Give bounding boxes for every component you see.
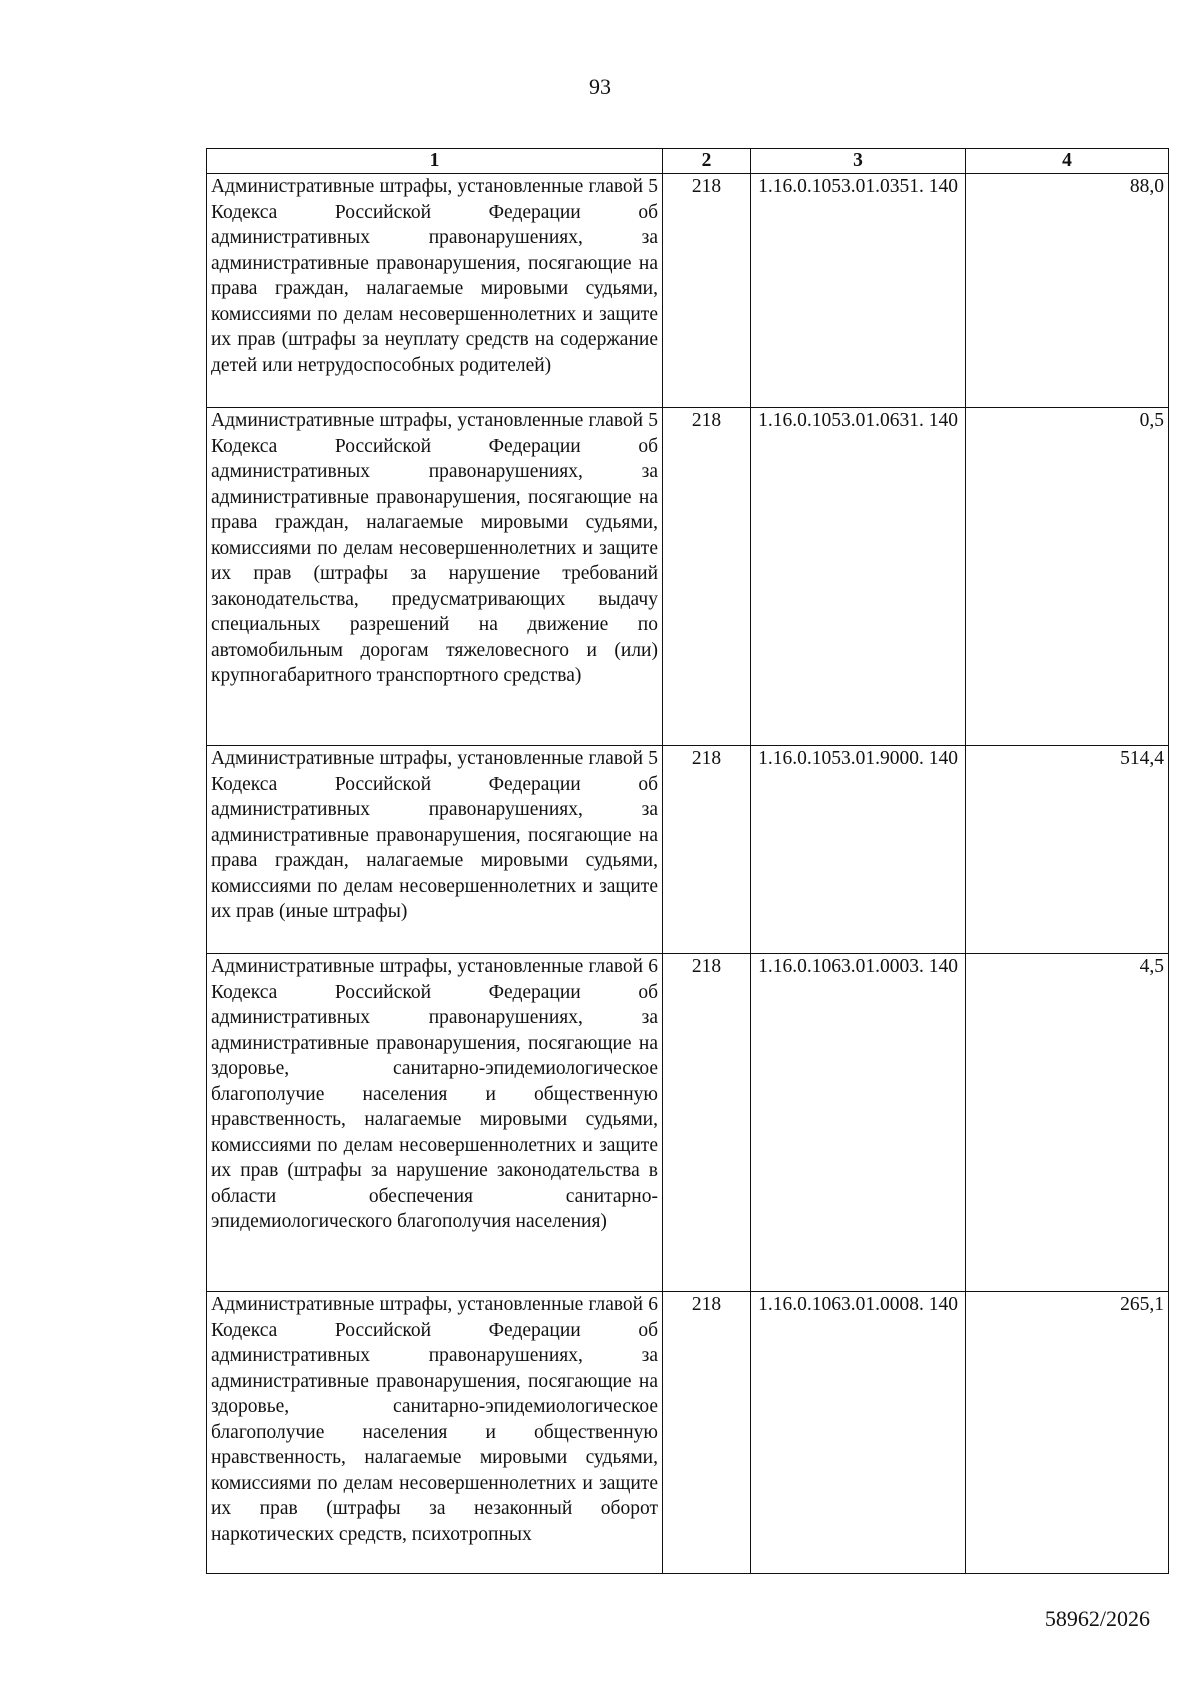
row-amount: 514,4 bbox=[966, 746, 1169, 954]
column-header-2: 2 bbox=[663, 149, 751, 174]
table-row bbox=[207, 408, 1169, 746]
revenue-table bbox=[206, 148, 1169, 1574]
column-header-3: 3 bbox=[751, 149, 966, 174]
row-amount: 88,0 bbox=[966, 174, 1169, 408]
table-row bbox=[207, 174, 1169, 408]
column-header-4: 4 bbox=[966, 149, 1169, 174]
row-admin-code: 218 bbox=[663, 174, 751, 408]
row-admin-code: 218 bbox=[663, 954, 751, 1292]
row-admin-code: 218 bbox=[663, 746, 751, 954]
document-registration-number: 58962/2026 bbox=[1044, 1606, 1150, 1631]
row-description: Административные штрафы, установленные главой 5 Кодекса Российской Федерации об административных правонарушениях, за административные правонарушения, посягающие на права граждан, налагаемые мировыми судьями, комиссиями по делам несовершеннолетних и защите их прав (иные штрафы) bbox=[207, 746, 663, 954]
table-row bbox=[207, 746, 1169, 954]
column-header-1: 1 bbox=[207, 149, 663, 174]
row-budget-code: 1.16.0.1063.01.0008. 140 bbox=[751, 1292, 966, 1574]
row-description: Административные штрафы, установленные главой 5 Кодекса Российской Федерации об административных правонарушениях, за административные правонарушения, посягающие на права граждан, налагаемые мировыми судьями, комиссиями по делам несовершеннолетних и защите их прав (штрафы за неуплату средств на содержание детей или нетрудоспособных родителей) bbox=[207, 174, 663, 408]
row-amount: 4,5 bbox=[966, 954, 1169, 1292]
page-number: 93 bbox=[589, 74, 611, 99]
row-budget-code: 1.16.0.1053.01.0351. 140 bbox=[751, 174, 966, 408]
row-description: Административные штрафы, установленные главой 6 Кодекса Российской Федерации об административных правонарушениях, за административные правонарушения, посягающие на здоровье, санитарно-эпидемиологическое благополучие населения и общественную нравственность, налагаемые мировыми судьями, комиссиями по делам несовершеннолетних и защите их прав (штрафы за нарушение законодательства в области обеспечения санитарно-эпидемиологического благополучия населения) bbox=[207, 954, 663, 1292]
row-admin-code: 218 bbox=[663, 1292, 751, 1574]
row-description: Административные штрафы, установленные главой 5 Кодекса Российской Федерации об административных правонарушениях, за административные правонарушения, посягающие на права граждан, налагаемые мировыми судьями, комиссиями по делам несовершеннолетних и защите их прав (штрафы за нарушение требований законодательства, предусматривающих выдачу специальных разрешений на движение по автомобильным дорогам тяжеловесного и (или) крупногабаритного транспортного средства) bbox=[207, 408, 663, 746]
row-budget-code: 1.16.0.1053.01.9000. 140 bbox=[751, 746, 966, 954]
row-budget-code: 1.16.0.1063.01.0003. 140 bbox=[751, 954, 966, 1292]
row-description: Административные штрафы, установленные главой 6 Кодекса Российской Федерации об административных правонарушениях, за административные правонарушения, посягающие на здоровье, санитарно-эпидемиологическое благополучие населения и общественную нравственность, налагаемые мировыми судьями, комиссиями по делам несовершеннолетних и защите их прав (штрафы за незаконный оборот наркотических средств, психотропных bbox=[207, 1292, 663, 1574]
row-amount: 265,1 bbox=[966, 1292, 1169, 1574]
row-admin-code: 218 bbox=[663, 408, 751, 746]
table-header-row bbox=[207, 149, 1169, 174]
table-row bbox=[207, 954, 1169, 1292]
row-amount: 0,5 bbox=[966, 408, 1169, 746]
table-row bbox=[207, 1292, 1169, 1574]
row-budget-code: 1.16.0.1053.01.0631. 140 bbox=[751, 408, 966, 746]
